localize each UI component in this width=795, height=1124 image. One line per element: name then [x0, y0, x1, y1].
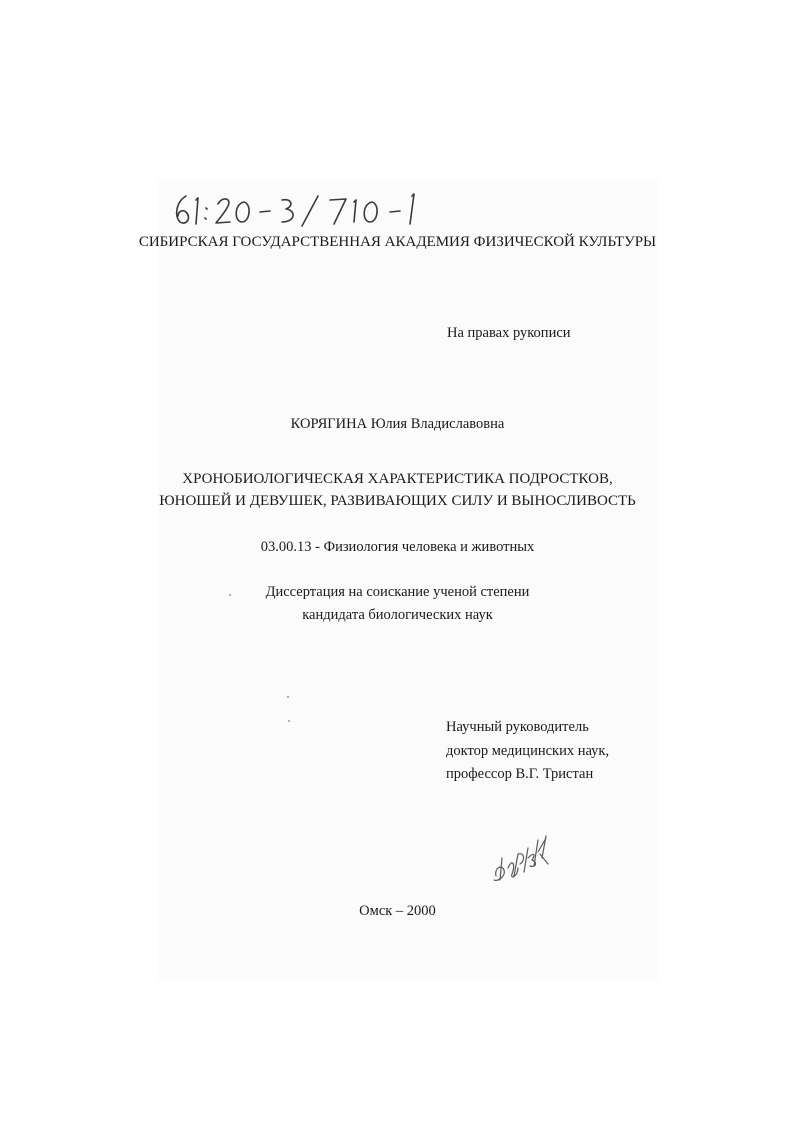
degree-line-2: кандидата биологических наук [302, 607, 493, 623]
manuscript-note: На правах рукописи [447, 325, 571, 341]
place-and-year: Омск – 2000 [359, 903, 436, 919]
institution-name: СИБИРСКАЯ ГОСУДАРСТВЕННАЯ АКАДЕМИЯ ФИЗИЧЕСКОЙ КУЛЬТУРЫ [138, 234, 657, 250]
supervisor-role: Научный руководитель [446, 719, 589, 735]
specialty-code: 03.00.13 - Физиология человека и животных [260, 539, 535, 555]
author-name: КОРЯГИНА Юлия Владиславовна [290, 416, 505, 432]
scan-speck [288, 720, 290, 722]
handwritten-signature [488, 828, 558, 888]
scan-speck [229, 594, 231, 596]
handwritten-code-mark [168, 190, 428, 232]
supervisor-degree: доктор медицинских наук, [446, 743, 610, 759]
dissertation-title-line-1: ХРОНОБИОЛОГИЧЕСКАЯ ХАРАКТЕРИСТИКА ПОДРОСТКОВ, [182, 471, 613, 487]
dissertation-title-line-2: ЮНОШЕЙ И ДЕВУШЕК, РАЗВИВАЮЩИХ СИЛУ И ВЫНОСЛИВОСТЬ [159, 493, 636, 509]
scan-speck [287, 696, 289, 698]
degree-line-1: Диссертация на соискание ученой степени [265, 584, 530, 600]
scan-background [158, 180, 658, 980]
supervisor-name: профессор В.Г. Тристан [446, 766, 594, 782]
